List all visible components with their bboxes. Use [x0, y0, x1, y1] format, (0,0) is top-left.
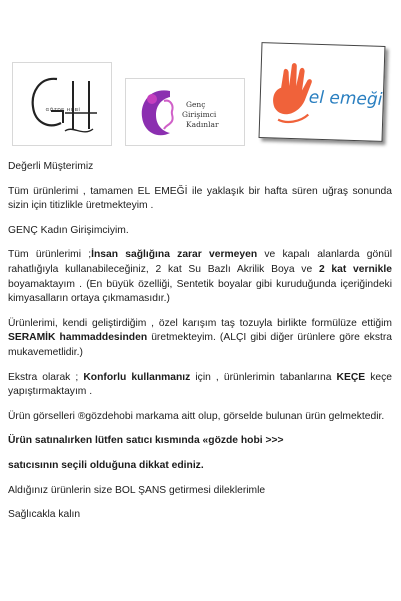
paragraph-seller-note: Ürün satınalırken lütfen satıcı kısmında «gözde hobi >>> [8, 435, 284, 447]
paragraph-handmade: Tüm ürünlerimi , tamamen EL EMEĞİ ile yaklaşık bir hafta süren uğraş sonunda sizin için titizlikle üretmekteyim . [8, 185, 392, 212]
woman-profile-icon [142, 90, 173, 135]
paragraph-seller-check: satıcısının seçili olduğuna dikkat ediniz. [8, 459, 204, 471]
svg-text:Girişimci: Girişimci [182, 110, 217, 119]
paragraph-farewell: Sağlıcakla kalın [8, 509, 81, 521]
svg-text:el emeği: el emeği [308, 87, 383, 110]
hand-print-icon [272, 62, 312, 122]
el-emegi-logo [259, 42, 386, 142]
gh-monogram-icon [13, 63, 113, 147]
svg-text:GÖZDE HOBİ: GÖZDE HOBİ [45, 107, 81, 112]
paragraph-ceramic: Ürünlerimi, kendi geliştirdiğim , özel karışım taş tozuyla birlikte formülüze ettiğim SERAMİK hammaddesinden üretmekteyim. (ALÇI gibi diğer ürünlere göre ekstra mukavemetlidir.) [8, 317, 392, 358]
genc-girisimci-kadinlar-logo [125, 78, 245, 146]
paragraph-felt: Ekstra olarak ; Konforlu kullanmanız için , ürünlerimin tabanlarına KEÇE keçe yapıştırmaktayım . [8, 371, 392, 398]
paragraph-entrepreneur: GENÇ Kadın Girişimciyim. [8, 224, 129, 236]
gozde-hobi-logo [12, 62, 112, 146]
paragraph-paint: Tüm ürünlerimi ;İnsan sağlığına zarar vermeyen ve kapalı alanlarda gönül rahatlığıyla kullanabileceğiniz, 2 kat Su Bazlı Akrilik Boya ve 2 kat vernikle boyamaktayım . (En büyük özelliği, Sentetik boyalar gibi kuruduğunda içeriğindeki kimyasalların ortaya çıkmamasıdır.) [8, 249, 393, 305]
greeting: Değerli Müşterimiz [8, 161, 94, 172]
logo-strip [0, 0, 401, 160]
svg-text:Kadınlar: Kadınlar [186, 120, 219, 129]
paragraph-images: Ürün görselleri ®gözdehobi markama aitt olup, görselde bulunan ürün gelmektedir. [8, 410, 385, 422]
paragraph-good-luck: Aldığınız ürünlerin size BOL ŞANS getirmesi dileklerimle [8, 484, 266, 496]
description-text [8, 160, 392, 531]
svg-text:Genç: Genç [186, 100, 206, 109]
